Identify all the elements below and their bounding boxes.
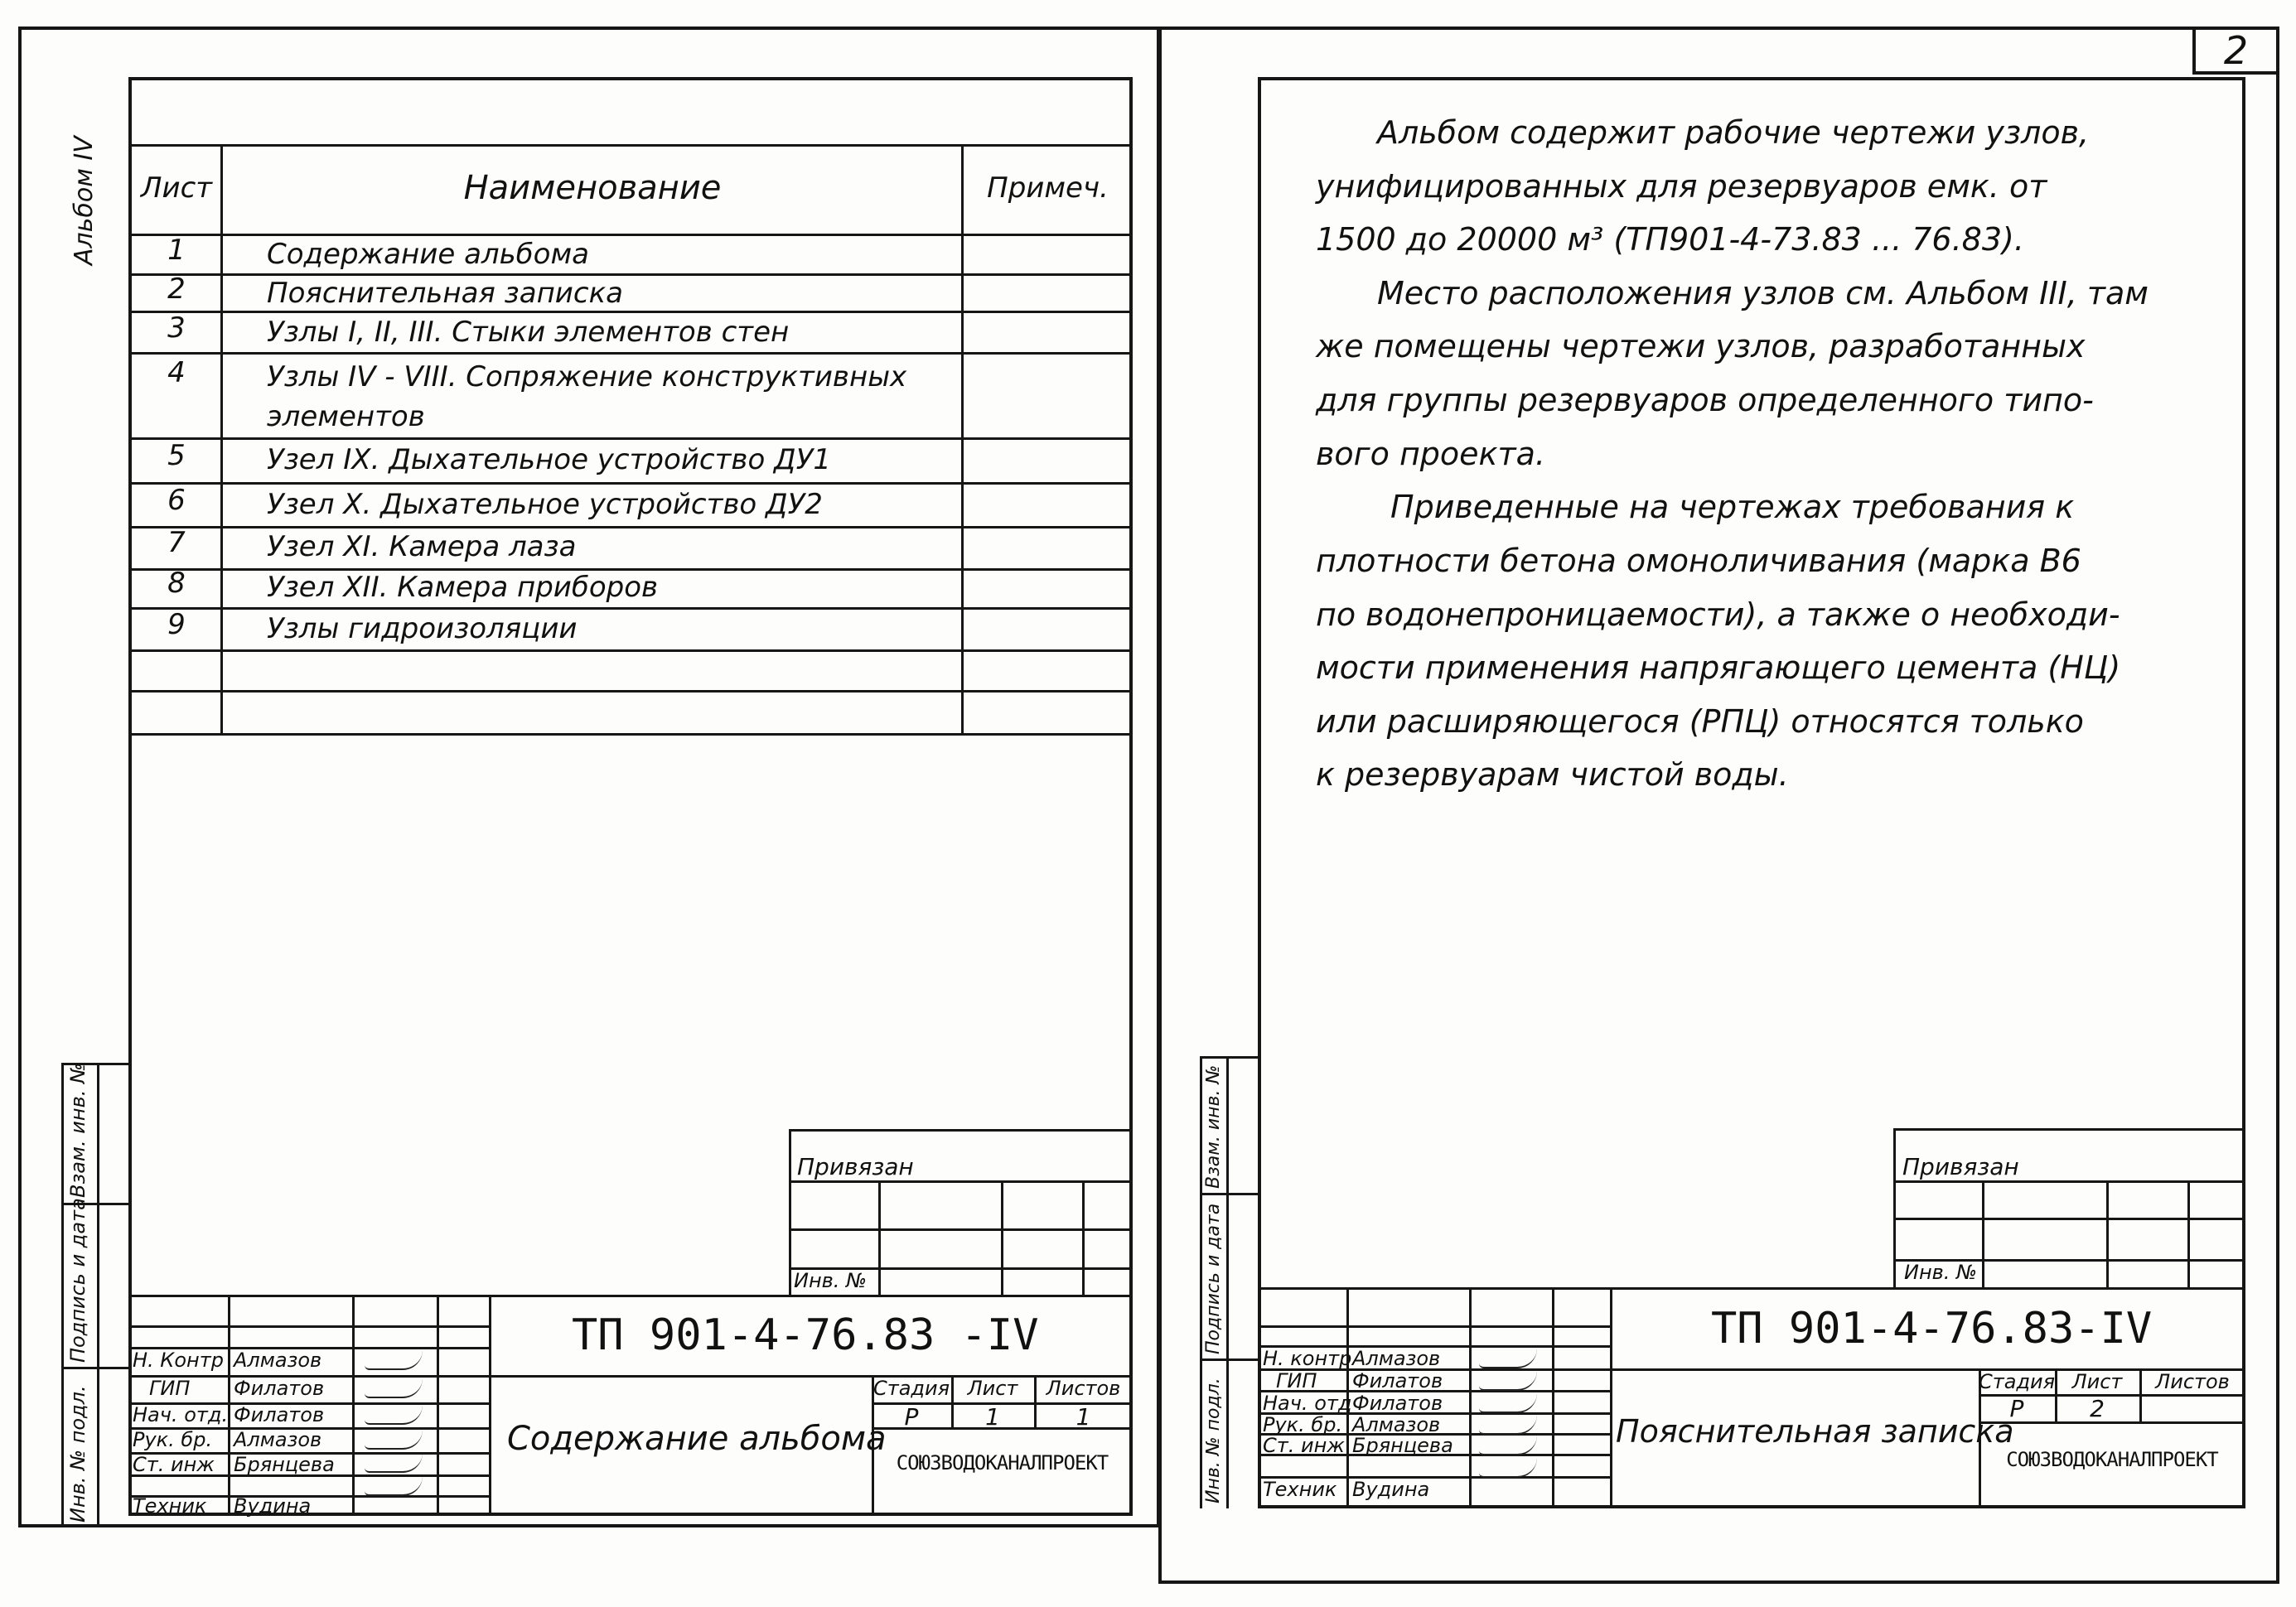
toc-header-note: Примеч. xyxy=(987,171,1109,205)
stamp-line xyxy=(128,1325,489,1328)
stamp-line xyxy=(878,1180,881,1295)
stamp-person: Алмазов xyxy=(234,1428,322,1451)
toc-line xyxy=(128,649,1133,652)
stamp-person: Алмазов xyxy=(1352,1413,1441,1436)
toc-row-num: 1 xyxy=(167,234,186,267)
stage-header: Стадия xyxy=(1979,1370,2056,1393)
toc-row-name: Пояснительная записка xyxy=(267,277,623,310)
toc-row-num: 5 xyxy=(167,439,186,472)
note-line: к резервуарам чистой воды. xyxy=(1316,756,1789,793)
sheet-value: 2 xyxy=(2090,1395,2105,1422)
side-inv-orig: Инв. № подл. xyxy=(66,1385,89,1523)
stamp-role: Н. Контр xyxy=(133,1349,224,1372)
stamp-line xyxy=(128,1295,1133,1297)
toc-row-name: Узлы I, II, III. Стыки элементов стен xyxy=(267,316,790,349)
side-strip-line xyxy=(1226,1056,1229,1508)
toc-row-name: элементов xyxy=(267,400,425,433)
stamp-line xyxy=(1082,1180,1085,1295)
stamp-person: Брянцева xyxy=(234,1453,335,1476)
sheet-title: Пояснительная записка xyxy=(1616,1413,2014,1450)
stamp-person: Брянцева xyxy=(1352,1434,1453,1457)
side-sign-date: Подпись и дата xyxy=(66,1198,89,1363)
side-strip-line xyxy=(97,1063,99,1527)
stamp-line xyxy=(1893,1218,2245,1220)
stamp-line xyxy=(1982,1180,1984,1287)
toc-row-name: Узел X. Дыхательное устройство ДУ2 xyxy=(267,488,823,521)
note-line: плотности бетона омоноличивания (марка В6 xyxy=(1316,543,2081,579)
side-strip-line xyxy=(1200,1358,1258,1361)
side-strip-line xyxy=(61,1063,64,1527)
toc-row-num: 6 xyxy=(167,484,186,517)
side-strip-line xyxy=(1200,1056,1202,1508)
side-inv-swap: Взам. инв. № xyxy=(66,1063,89,1198)
toc-row-name: Узел XI. Камера лаза xyxy=(267,530,577,563)
organization: СОЮЗВОДОКАНАЛПРОЕКТ xyxy=(896,1451,1109,1474)
stamp-person: Филатов xyxy=(1352,1369,1443,1392)
toc-row-name: Узел XII. Камера приборов xyxy=(267,571,659,604)
sheets-header: Листов xyxy=(1046,1377,1121,1400)
privyazan-label: Привязан xyxy=(1902,1153,2019,1180)
sheet-header: Лист xyxy=(2071,1370,2123,1393)
stamp-role: ГИП xyxy=(1276,1369,1317,1392)
toc-row-num: 3 xyxy=(167,311,186,345)
note-line: или расширяющегося (РПЦ) относятся только xyxy=(1316,703,2084,740)
toc-row-num: 7 xyxy=(167,526,186,559)
stamp-person: Филатов xyxy=(1352,1392,1443,1415)
toc-row-name: Узел IX. Дыхательное устройство ДУ1 xyxy=(267,443,831,476)
privyazan-label: Привязан xyxy=(797,1153,914,1180)
stamp-person: Алмазов xyxy=(234,1349,322,1372)
stamp-line xyxy=(1893,1128,1896,1287)
stamp-role: Рук. бр. xyxy=(133,1428,213,1451)
toc-header-name: Наименование xyxy=(463,169,722,207)
toc-row-num: 8 xyxy=(167,567,186,600)
note-line: по водонепроницаемости), а также о необходи- xyxy=(1316,596,2120,633)
sheets-header: Листов xyxy=(2155,1370,2230,1393)
side-inv-swap: Взам. инв. № xyxy=(1203,1064,1224,1189)
note-line: Место расположения узлов см. Альбом III, там xyxy=(1377,275,2149,311)
toc-line xyxy=(128,144,1133,147)
stamp-line xyxy=(1258,1287,2245,1290)
note-line: 1500 до 20000 м³ (ТП901-4-73.83 ... 76.83). xyxy=(1316,221,2024,258)
toc-row-num: 2 xyxy=(167,273,186,306)
note-line: Приведенные на чертежах требования к xyxy=(1390,489,2075,525)
stamp-role: Нач. отд. xyxy=(133,1403,229,1426)
album-label: Альбом IV xyxy=(70,136,99,265)
note-line: мости применения напрягающего цемента (НЦ) xyxy=(1316,649,2121,686)
stamp-person: Алмазов xyxy=(1352,1347,1441,1370)
stamp-line xyxy=(1893,1180,2245,1183)
stamp-line xyxy=(352,1295,355,1516)
toc-col-line xyxy=(961,144,964,733)
note-line: унифицированных для резервуаров емк. от xyxy=(1316,168,2047,205)
stamp-role: Ст. инж xyxy=(1263,1434,1345,1457)
stamp-line xyxy=(789,1180,1133,1183)
note-line: же помещены чертежи узлов, разработанных xyxy=(1316,328,2086,364)
stamp-role: Рук. бр. xyxy=(1263,1413,1343,1436)
stage-header: Стадия xyxy=(872,1377,950,1400)
stamp-line xyxy=(1893,1128,2245,1131)
stamp-line xyxy=(789,1228,1133,1231)
inv-label: Инв. № xyxy=(1904,1261,1978,1284)
stamp-line xyxy=(2106,1180,2109,1287)
toc-row-num: 9 xyxy=(167,608,186,641)
sheet-header: Лист xyxy=(967,1377,1018,1400)
doc-code: ТП 901-4-76.83 -IV xyxy=(572,1310,1039,1360)
side-inv-orig: Инв. № подл. xyxy=(1203,1378,1224,1503)
stamp-role: Техник xyxy=(1263,1478,1337,1501)
stage-value: Р xyxy=(2009,1395,2024,1422)
stamp-line xyxy=(437,1295,439,1516)
stamp-role: Ст. инж xyxy=(133,1453,215,1476)
toc-row-name: Узлы гидроизоляции xyxy=(267,612,578,645)
toc-line xyxy=(128,733,1133,736)
note-line: для группы резервуаров определенного типо- xyxy=(1316,382,2094,418)
stamp-line xyxy=(2187,1180,2190,1287)
toc-row-name: Содержание альбома xyxy=(267,238,589,271)
toc-row-num: 4 xyxy=(167,356,186,389)
toc-line xyxy=(128,690,1133,693)
sheet-value: 1 xyxy=(985,1403,1000,1431)
sheet-title: Содержание альбома xyxy=(507,1420,887,1458)
note-line: Альбом содержит рабочие чертежи узлов, xyxy=(1377,114,2090,151)
page-number: 2 xyxy=(2223,28,2249,73)
stamp-person: Филатов xyxy=(234,1377,325,1400)
stamp-person: Вудина xyxy=(1352,1478,1430,1501)
note-line: вого проекта. xyxy=(1316,436,1545,472)
stamp-line xyxy=(1258,1325,1610,1328)
stamp-line xyxy=(1469,1287,1472,1508)
stamp-person: Вудина xyxy=(234,1494,312,1518)
toc-header-sheet: Лист xyxy=(140,171,213,205)
stamp-person: Филатов xyxy=(234,1403,325,1426)
stage-value: Р xyxy=(904,1403,919,1431)
stamp-role: Техник xyxy=(133,1494,207,1518)
organization: СОЮЗВОДОКАНАЛПРОЕКТ xyxy=(2006,1448,2218,1471)
doc-code: ТП 901-4-76.83-IV xyxy=(1711,1304,2153,1354)
stamp-line xyxy=(228,1295,230,1516)
side-strip-line xyxy=(61,1367,128,1369)
side-strip-line xyxy=(1200,1193,1258,1195)
sheets-value: 1 xyxy=(1075,1403,1091,1431)
stamp-line xyxy=(489,1295,491,1516)
stamp-line xyxy=(789,1129,1133,1132)
stamp-role: Нач. отд xyxy=(1263,1392,1352,1415)
side-strip-line xyxy=(1200,1056,1258,1059)
stamp-line xyxy=(1610,1287,1612,1508)
stamp-line xyxy=(1001,1180,1003,1295)
stamp-line xyxy=(1552,1287,1554,1508)
stamp-role: Н. контр xyxy=(1263,1347,1352,1370)
stamp-role: ГИП xyxy=(149,1377,191,1400)
side-sign-date: Подпись и дата xyxy=(1203,1203,1224,1354)
inv-label: Инв. № xyxy=(794,1269,868,1292)
toc-row-name: Узлы IV - VIII. Сопряжение конструктивных xyxy=(267,360,907,393)
stamp-line xyxy=(789,1129,791,1295)
